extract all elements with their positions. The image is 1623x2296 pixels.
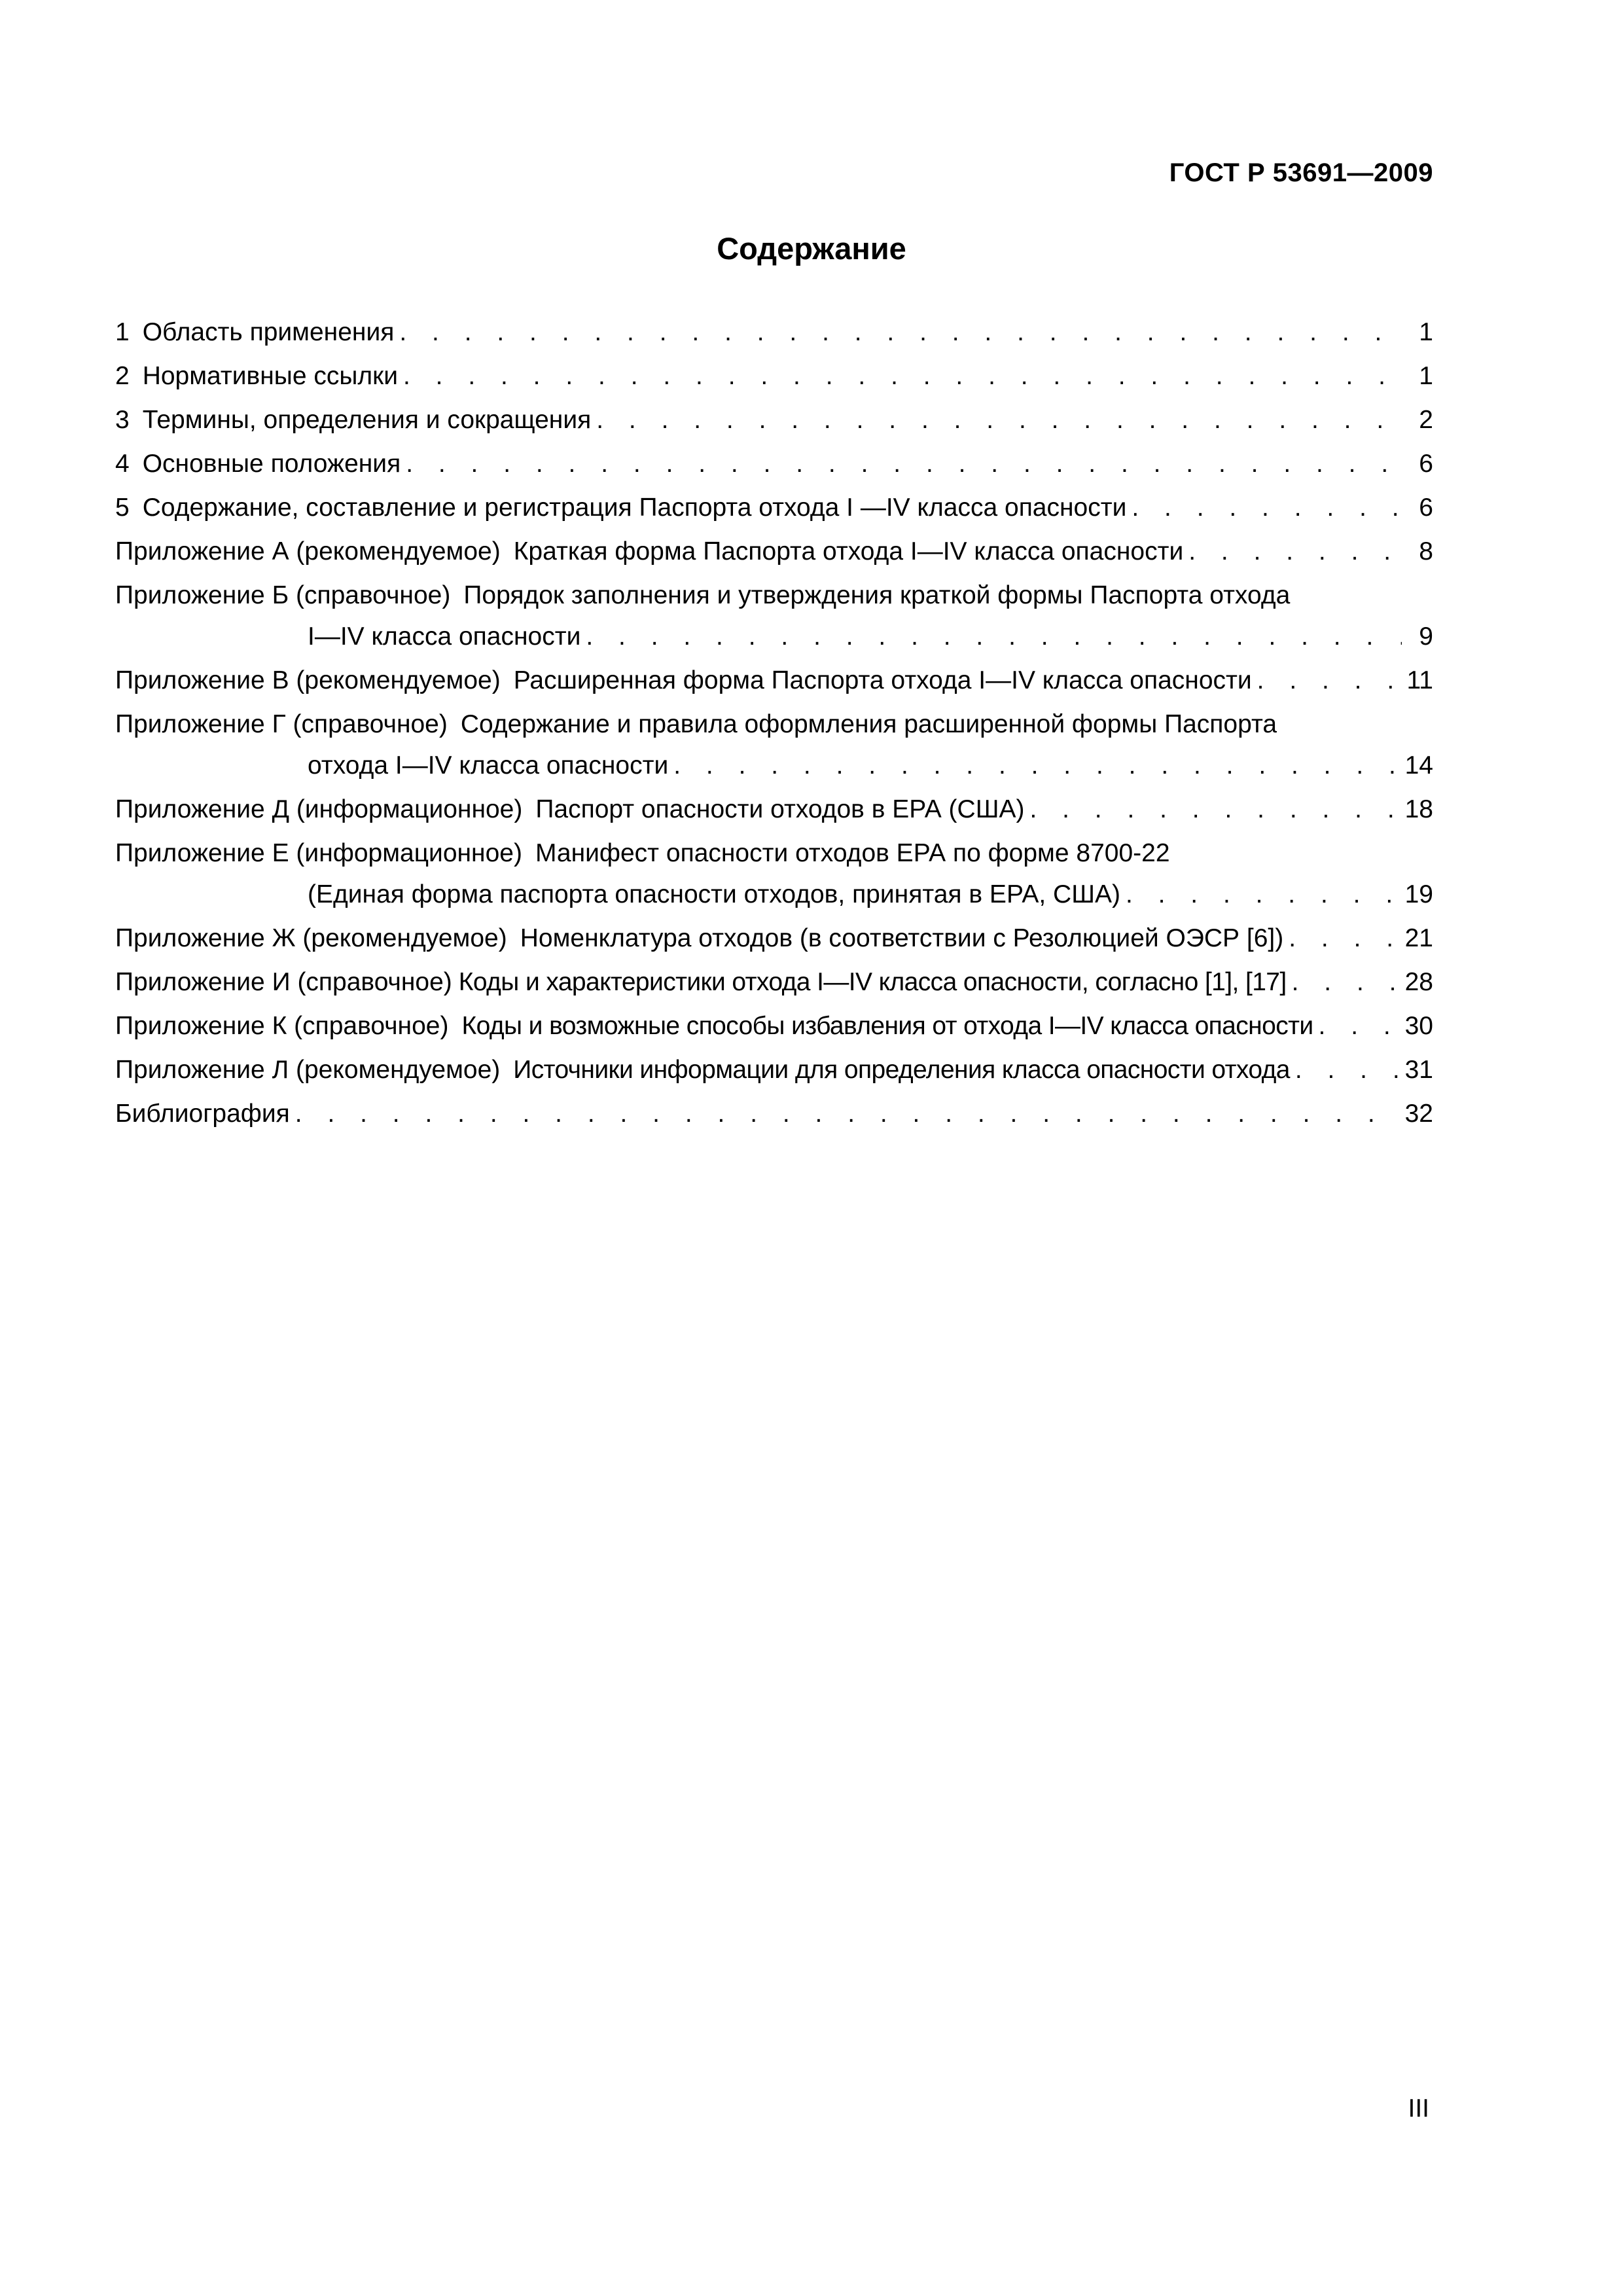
appendix-label: Приложение Ж (рекомендуемое) — [115, 924, 507, 952]
toc-entry-number: 5 — [115, 493, 130, 522]
dot-leader — [1188, 531, 1402, 572]
toc-entry-page: 28 — [1404, 968, 1433, 996]
toc-entry-number: 4 — [115, 450, 130, 478]
appendix-label: Приложение А (рекомендуемое) — [115, 537, 501, 565]
toc-entry-title: Манифест опасности отходов ЕРА по форме 8700-22 — [535, 839, 1170, 867]
toc-entry-title: Источники информации для определения класса опасности отхода — [513, 1056, 1290, 1084]
dot-leader — [399, 312, 1402, 353]
toc-entry-page: 30 — [1404, 1012, 1433, 1040]
dot-leader — [295, 1093, 1400, 1134]
toc-title: Содержание — [717, 231, 906, 266]
toc-entry-page: 2 — [1419, 406, 1433, 434]
toc-entry-title: Номенклатура отходов (в соответствии с Резолюцией ОЭСР [6]) — [520, 924, 1284, 952]
toc-entry-title: Основные положения — [142, 450, 401, 478]
toc-entry-appendix-a[interactable] — [115, 531, 1433, 572]
toc-entry-appendix-g[interactable] — [115, 704, 1433, 786]
toc-entry-page: 11 — [1406, 666, 1433, 694]
toc-entry-title: Нормативные ссылки — [142, 362, 398, 390]
appendix-label: Приложение Л (рекомендуемое) — [115, 1056, 501, 1084]
toc-entry-number: 2 — [115, 362, 130, 390]
table-of-contents — [115, 312, 1433, 1137]
toc-entry-5[interactable] — [115, 487, 1433, 528]
appendix-label: Приложение Г (справочное) — [115, 710, 448, 738]
dot-leader — [1257, 660, 1402, 701]
toc-entry-4[interactable] — [115, 443, 1433, 484]
dot-leader — [1132, 487, 1402, 528]
dot-leader — [1319, 1005, 1400, 1047]
toc-entry-appendix-i[interactable] — [115, 961, 1433, 1003]
dot-leader — [1029, 789, 1399, 830]
toc-entry-title: Коды и возможные способы избавления от отхода I—IV класса опасности — [461, 1012, 1313, 1040]
toc-entry-page: 9 — [1419, 622, 1433, 651]
appendix-label: Приложение И (справочное) — [115, 968, 452, 996]
toc-entry-page: 8 — [1419, 537, 1433, 565]
appendix-label: Приложение К (справочное) — [115, 1012, 449, 1040]
toc-entry-title: Область применения — [142, 318, 395, 346]
toc-entry-page: 21 — [1404, 924, 1433, 952]
toc-entry-appendix-v[interactable] — [115, 660, 1433, 701]
toc-entry-page: 6 — [1419, 493, 1433, 522]
appendix-label: Приложение Д (информационное) — [115, 795, 523, 823]
dot-leader — [1295, 1049, 1400, 1090]
page-number: III — [1408, 2094, 1429, 2123]
dot-leader — [403, 355, 1402, 397]
toc-entry-title-continued: I—IV класса опасности — [308, 622, 581, 651]
standard-id: ГОСТ Р 53691—2009 — [1169, 158, 1433, 187]
appendix-label: Приложение Е (информационное) — [115, 839, 522, 867]
toc-entry-1[interactable] — [115, 312, 1433, 353]
toc-entry-title: Содержание, составление и регистрация Паспорта отхода I —IV класса опасности — [142, 493, 1127, 522]
toc-entry-appendix-b[interactable] — [115, 575, 1433, 657]
toc-entry-number: 3 — [115, 406, 130, 434]
dot-leader — [406, 443, 1402, 484]
appendix-label: Приложение Б (справочное) — [115, 581, 451, 609]
toc-entry-title-continued: отхода I—IV класса опасности — [308, 751, 669, 780]
toc-entry-title: Содержание и правила оформления расширенной формы Паспорта — [460, 710, 1277, 738]
dot-leader — [596, 399, 1402, 440]
dot-leader — [586, 616, 1402, 657]
toc-entry-title: Библиография — [115, 1100, 290, 1128]
toc-entry-appendix-zh[interactable] — [115, 918, 1433, 959]
toc-entry-title-continued: (Единая форма паспорта опасности отходов, принятая в ЕРА, США) — [308, 880, 1120, 908]
toc-entry-page: 1 — [1419, 318, 1433, 346]
toc-entry-title: Расширенная форма Паспорта отхода I—IV класса опасности — [513, 666, 1252, 694]
toc-entry-title: Коды и характеристики отхода I—IV класса опасности, согласно [1], [17] — [458, 968, 1287, 996]
toc-entry-page: 1 — [1419, 362, 1433, 390]
toc-entry-title: Порядок заполнения и утверждения краткой формы Паспорта отхода — [463, 581, 1291, 609]
appendix-label: Приложение В (рекомендуемое) — [115, 666, 501, 694]
toc-entry-appendix-l[interactable] — [115, 1049, 1433, 1090]
dot-leader — [673, 745, 1399, 786]
toc-entry-3[interactable] — [115, 399, 1433, 440]
toc-entry-page: 6 — [1419, 450, 1433, 478]
toc-entry-title: Паспорт опасности отходов в ЕРА (США) — [535, 795, 1025, 823]
toc-entry-page: 31 — [1404, 1056, 1433, 1084]
dot-leader — [1126, 874, 1400, 915]
toc-entry-page: 18 — [1404, 795, 1433, 823]
toc-entry-appendix-e[interactable] — [115, 833, 1433, 915]
toc-entry-page: 19 — [1404, 880, 1433, 908]
toc-entry-page: 14 — [1404, 751, 1433, 780]
toc-entry-number: 1 — [115, 318, 130, 346]
dot-leader — [1289, 918, 1399, 959]
toc-entry-title: Термины, определения и сокращения — [142, 406, 592, 434]
toc-entry-appendix-k[interactable] — [115, 1005, 1433, 1047]
dot-leader — [1292, 961, 1400, 1003]
toc-entry-page: 32 — [1404, 1100, 1433, 1128]
toc-entry-appendix-d[interactable] — [115, 789, 1433, 830]
toc-entry-bibliography[interactable] — [115, 1093, 1433, 1134]
toc-entry-2[interactable] — [115, 355, 1433, 397]
toc-entry-title: Краткая форма Паспорта отхода I—IV класса опасности — [513, 537, 1184, 565]
